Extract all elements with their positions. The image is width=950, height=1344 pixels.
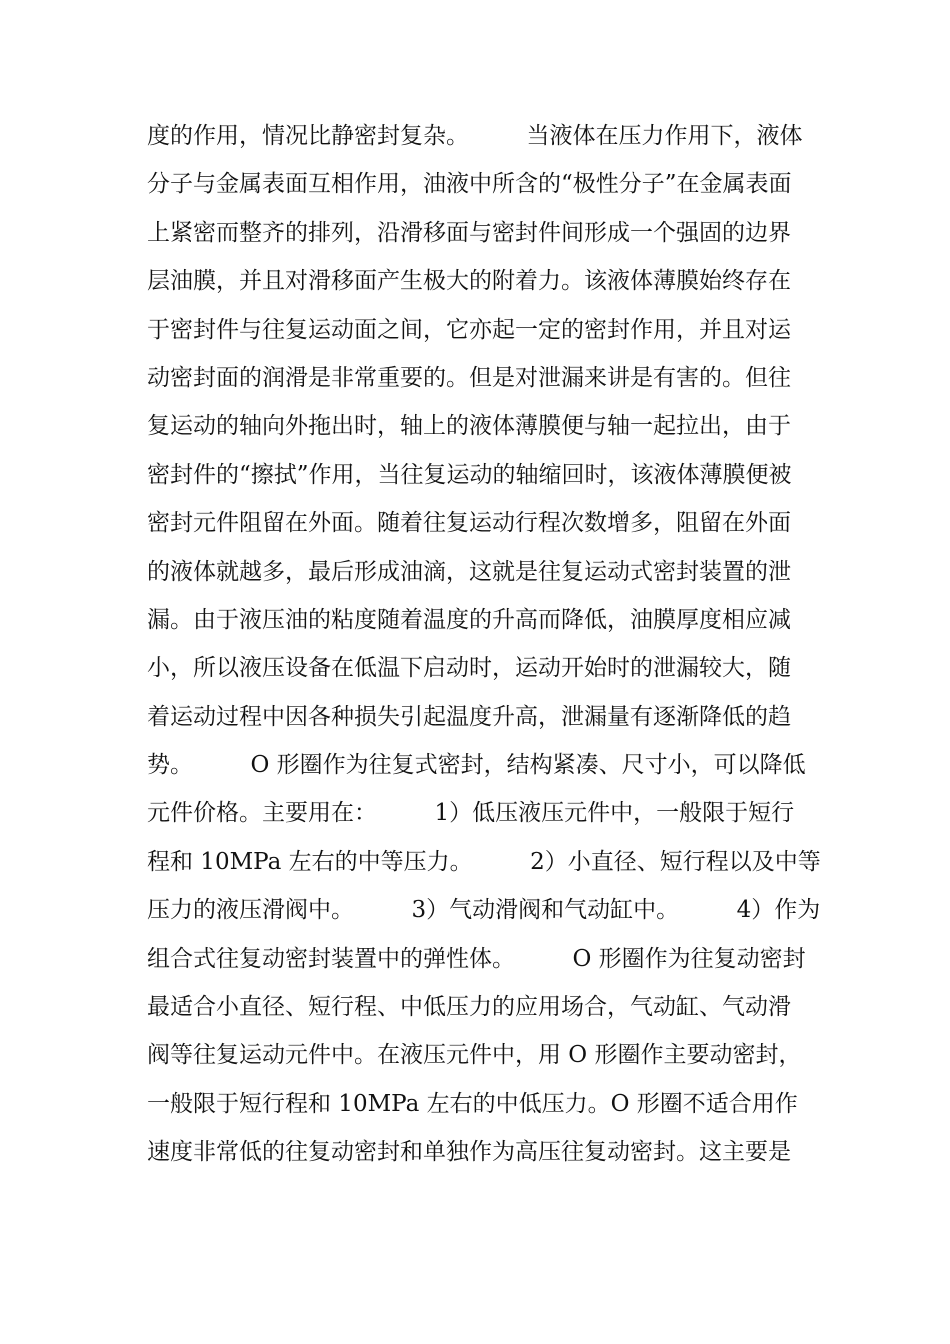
text-line-14: 势。 O 形圈作为往复式密封，结构紧凑、尺寸小，可以降低 (147, 752, 806, 779)
text-line-11: 漏。由于液压油的粘度随着温度的升高而降低，油膜厚度相应减 (147, 606, 791, 633)
body-text (147, 112, 821, 1177)
text-line-3: 上紧密而整齐的排列，沿滑移面与密封件间形成一个强固的边界 (147, 219, 791, 246)
text-line-10: 的液体就越多，最后形成油滴，这就是往复运动式密封装置的泄 (147, 558, 791, 585)
text-line-22: 速度非常低的往复动密封和单独作为高压往复动密封。这主要是 (147, 1139, 791, 1166)
text-line-16: 程和 10MPa 左右的中等压力。 2）小直径、短行程以及中等 (147, 848, 821, 875)
text-line-21: 一般限于短行程和 10MPa 左右的中低压力。O 形圈不适合用作 (147, 1090, 798, 1117)
text-line-1: 度的作用，情况比静密封复杂。 当液体在压力作用下，液体 (147, 123, 803, 149)
text-line-19: 最适合小直径、短行程、中低压力的应用场合，气动缸、气动滑 (147, 994, 791, 1021)
text-line-15: 元件价格。主要用在： 1）低压液压元件中，一般限于短行 (147, 800, 795, 827)
text-line-2: 分子与金属表面互相作用，油液中所含的“极性分子”在金属表面 (147, 171, 792, 198)
text-line-7: 复运动的轴向外拖出时，轴上的液体薄膜便与轴一起拉出，由于 (147, 413, 791, 440)
text-line-9: 密封元件阻留在外面。随着往复运动行程次数增多，阻留在外面 (147, 510, 791, 537)
text-line-17: 压力的液压滑阀中。 3）气动滑阀和气动缸中。 4）作为 (147, 897, 821, 924)
text-line-18: 组合式往复动密封装置中的弹性体。 O 形圈作为往复动密封 (147, 945, 806, 972)
text-line-20: 阀等往复运动元件中。在液压元件中，用 O 形圈作主要动密封， (147, 1042, 802, 1069)
text-line-6: 动密封面的润滑是非常重要的。但是对泄漏来讲是有害的。但往 (147, 364, 791, 391)
text-line-13: 着运动过程中因各种损失引起温度升高，泄漏量有逐渐降低的趋 (147, 703, 791, 730)
text-line-5: 于密封件与往复运动面之间，它亦起一定的密封作用，并且对运 (147, 316, 791, 343)
text-line-8: 密封件的“擦拭”作用，当往复运动的轴缩回时，该液体薄膜便被 (147, 461, 792, 488)
text-line-4: 层油膜，并且对滑移面产生极大的附着力。该液体薄膜始终存在 (147, 268, 791, 295)
text-line-12: 小，所以液压设备在低温下启动时，运动开始时的泄漏较大，随 (147, 655, 791, 682)
